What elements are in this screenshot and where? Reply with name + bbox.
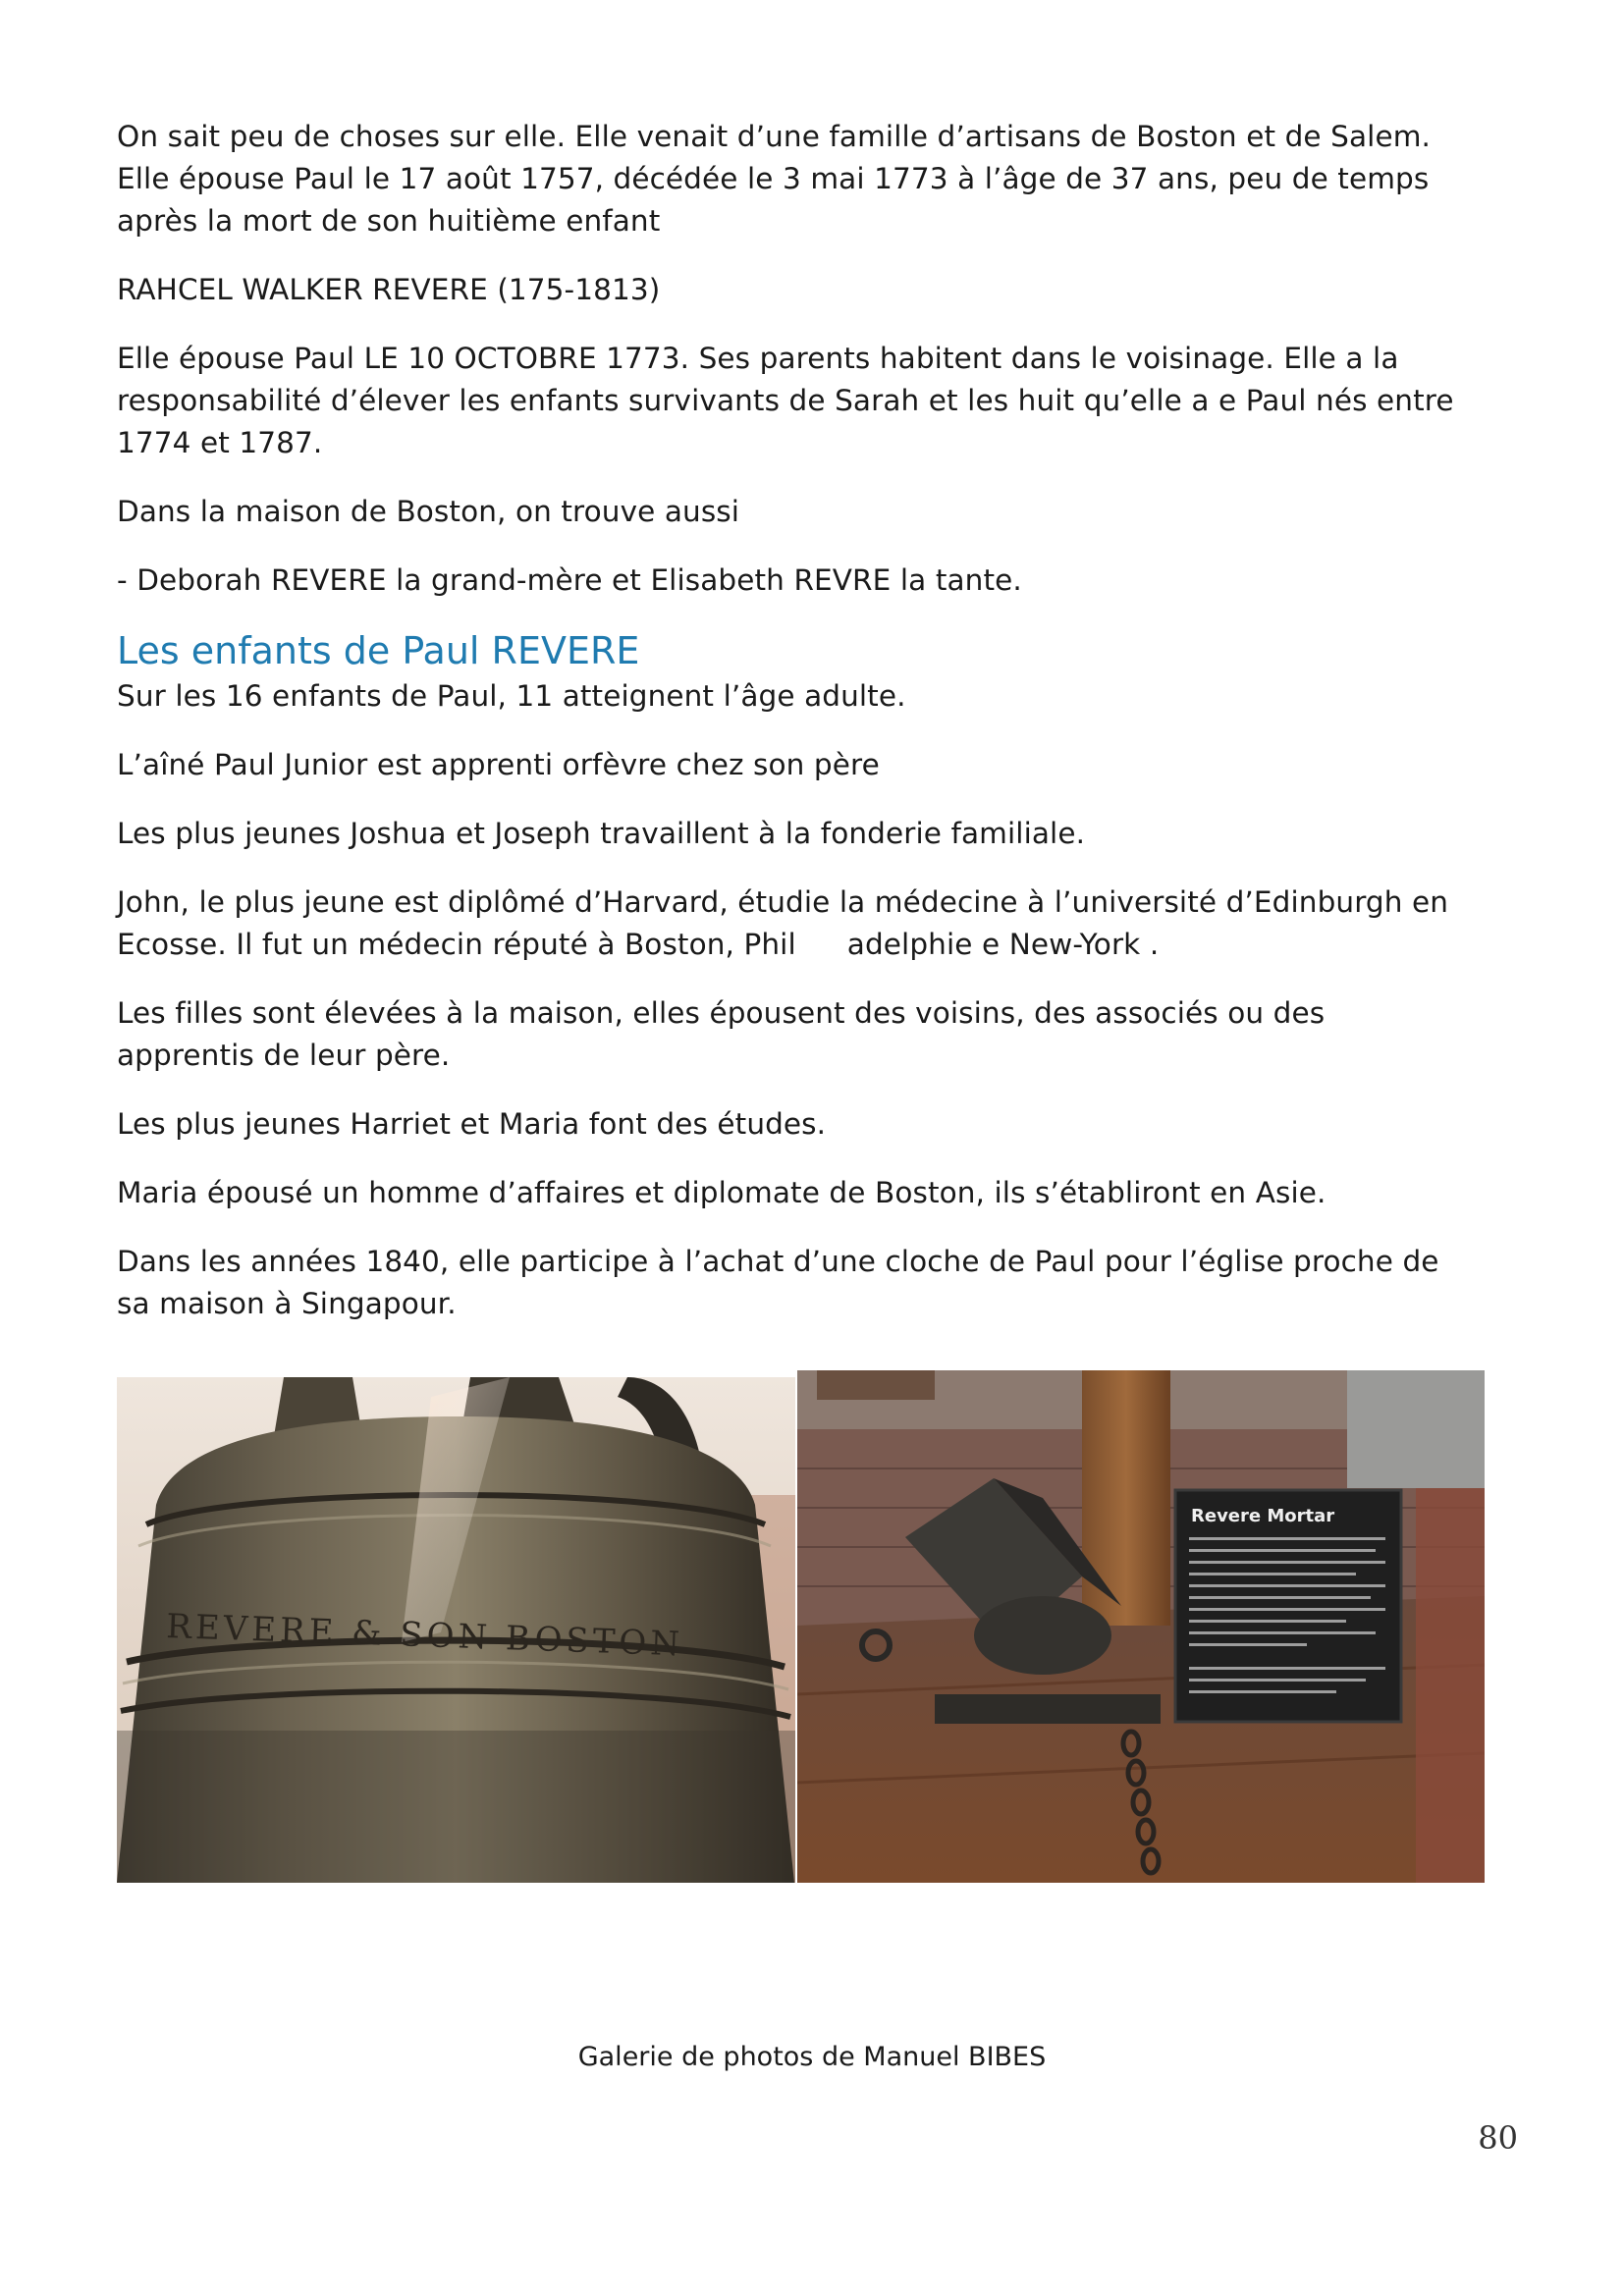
- paragraph-rachel: Elle épouse Paul LE 10 OCTOBRE 1773. Ses parents habitent dans le voisinage. Elle a la responsabilité d’élever les enfants survivants de Sarah et les huit qu’elle a e Paul nés entre 1774 et 1787.: [117, 342, 1454, 459]
- mortar-sign-title: Revere Mortar: [1191, 1506, 1335, 1526]
- paragraph-john: John, le plus jeune est diplômé d’Harvard, étudie la médecine à l’université d’Edinburgh en Ecosse. Il fut un médecin réputé à Boston, Phil adelphie e New-York .: [117, 885, 1449, 961]
- paragraph-harriet-maria: Les plus jeunes Harriet et Maria font des études.: [117, 1107, 827, 1141]
- paragraph-sarah: On sait peu de choses sur elle. Elle venait d’une famille d’artisans de Boston et de Salem. Elle épouse Paul le 17 août 1757, décédée le 3 mai 1773 à l’âge de 37 ans, peu de temps après la mort de son huitième enfant: [117, 120, 1432, 238]
- page-number: 80: [1478, 2119, 1518, 2157]
- paragraph-rachel-name: RAHCEL WALKER REVERE (175-1813): [117, 273, 661, 306]
- paragraph-household-members: - Deborah REVERE la grand-mère et Elisabeth REVRE la tante.: [117, 563, 1022, 597]
- paragraph-bell: Dans les années 1840, elle participe à l’achat d’une cloche de Paul pour l’église proche de sa maison à Singapour.: [117, 1245, 1439, 1320]
- paragraph-children-count: Sur les 16 enfants de Paul, 11 atteignent l’âge adulte.: [117, 679, 906, 713]
- page-content: [117, 116, 1521, 1352]
- paragraph-daughters: Les filles sont élevées à la maison, elles épousent des voisins, des associés ou des apprentis de leur père.: [117, 996, 1326, 1072]
- bell-inscription: REVERE & SON BOSTON: [165, 1607, 684, 1665]
- paragraph-household: Dans la maison de Boston, on trouve aussi: [117, 495, 740, 528]
- paragraph-joshua-joseph: Les plus jeunes Joshua et Joseph travaillent à la fonderie familiale.: [117, 817, 1086, 850]
- mortar-photo: [797, 1370, 1485, 1883]
- paragraph-maria: Maria épousé un homme d’affaires et diplomate de Boston, ils s’établiront en Asie.: [117, 1176, 1326, 1209]
- paragraph-paul-junior: L’aîné Paul Junior est apprenti orfèvre chez son père: [117, 748, 880, 781]
- bell-photo: [117, 1377, 795, 1883]
- section-heading: Les enfants de Paul REVERE: [117, 629, 640, 672]
- photo-caption: Galerie de photos de Manuel BIBES: [577, 2042, 1047, 2072]
